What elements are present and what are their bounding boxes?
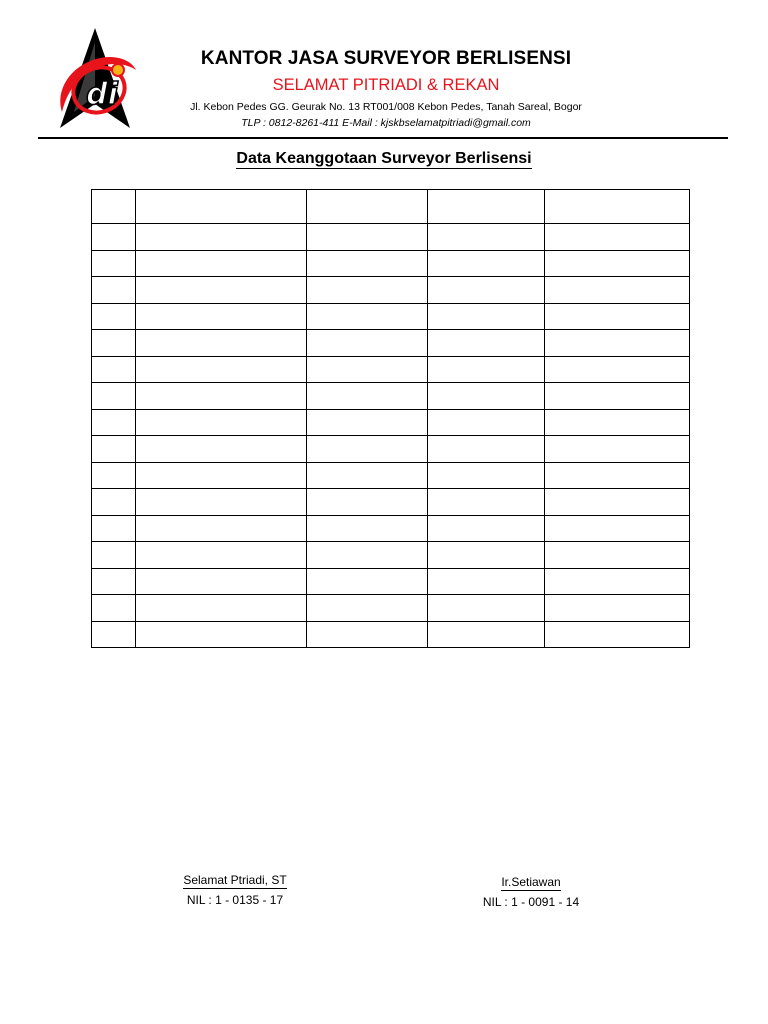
table-cell bbox=[545, 568, 690, 595]
table-cell bbox=[307, 515, 428, 542]
company-logo bbox=[52, 24, 138, 134]
table-cell bbox=[92, 515, 136, 542]
table-cell bbox=[92, 568, 136, 595]
table-cell bbox=[307, 277, 428, 304]
table-cell bbox=[92, 621, 136, 648]
table-cell bbox=[92, 277, 136, 304]
table-cell bbox=[307, 595, 428, 622]
table-cell bbox=[545, 595, 690, 622]
table-cell bbox=[136, 595, 307, 622]
table-cell bbox=[428, 250, 545, 277]
table-cell bbox=[545, 542, 690, 569]
table-cell bbox=[307, 250, 428, 277]
table-cell bbox=[545, 224, 690, 251]
table-cell bbox=[92, 542, 136, 569]
table-cell bbox=[545, 250, 690, 277]
table-cell bbox=[92, 436, 136, 463]
table-cell bbox=[428, 190, 545, 224]
table-cell bbox=[545, 409, 690, 436]
table-cell bbox=[136, 489, 307, 516]
table-cell bbox=[92, 330, 136, 357]
table-row bbox=[92, 542, 690, 569]
header-divider bbox=[38, 137, 728, 139]
table-cell bbox=[545, 277, 690, 304]
table-cell bbox=[545, 303, 690, 330]
table-row bbox=[92, 190, 690, 224]
signatory-nil: NIL : 1 - 0135 - 17 bbox=[186, 893, 284, 907]
table-row bbox=[92, 330, 690, 357]
table-cell bbox=[428, 621, 545, 648]
table-cell bbox=[136, 462, 307, 489]
signatory-name: Ir.Setiawan bbox=[501, 875, 561, 889]
table-cell bbox=[92, 250, 136, 277]
table-row bbox=[92, 595, 690, 622]
table-row bbox=[92, 621, 690, 648]
signature-block-left bbox=[150, 873, 320, 907]
table-cell bbox=[136, 190, 307, 224]
membership-table-body bbox=[92, 190, 690, 648]
company-name: KANTOR JASA SURVEYOR BERLISENSI bbox=[200, 48, 572, 69]
table-cell bbox=[92, 383, 136, 410]
table-cell bbox=[307, 436, 428, 463]
table-cell bbox=[92, 595, 136, 622]
signatory-nil: NIL : 1 - 0091 - 14 bbox=[482, 895, 580, 909]
company-address: Jl. Kebon Pedes GG. Geurak No. 13 RT001/008 Kebon Pedes, Tanah Sareal, Bogor bbox=[190, 101, 582, 113]
table-cell bbox=[92, 409, 136, 436]
table-cell bbox=[428, 277, 545, 304]
table-cell bbox=[545, 356, 690, 383]
table-cell bbox=[136, 409, 307, 436]
table-row bbox=[92, 277, 690, 304]
table-cell bbox=[136, 277, 307, 304]
table-cell bbox=[545, 462, 690, 489]
table-cell bbox=[428, 462, 545, 489]
table-row bbox=[92, 250, 690, 277]
logo-letters: di bbox=[86, 77, 118, 112]
table-cell bbox=[545, 190, 690, 224]
signature-block-right bbox=[446, 875, 616, 909]
table-cell bbox=[307, 489, 428, 516]
table-cell bbox=[428, 409, 545, 436]
company-partners: SELAMAT PITRIADI & REKAN bbox=[272, 76, 500, 94]
table-cell bbox=[92, 303, 136, 330]
table-cell bbox=[307, 542, 428, 569]
table-cell bbox=[428, 436, 545, 463]
table-cell bbox=[92, 356, 136, 383]
table-cell bbox=[136, 515, 307, 542]
table-cell bbox=[307, 409, 428, 436]
table-cell bbox=[545, 489, 690, 516]
table-cell bbox=[307, 568, 428, 595]
table-cell bbox=[428, 595, 545, 622]
table-row bbox=[92, 515, 690, 542]
table-cell bbox=[92, 489, 136, 516]
table-cell bbox=[136, 224, 307, 251]
table-row bbox=[92, 383, 690, 410]
table-cell bbox=[136, 303, 307, 330]
table-cell bbox=[307, 190, 428, 224]
table-cell bbox=[136, 330, 307, 357]
table-cell bbox=[307, 621, 428, 648]
table-cell bbox=[307, 330, 428, 357]
membership-table bbox=[91, 189, 690, 648]
table-cell bbox=[307, 356, 428, 383]
table-cell bbox=[92, 190, 136, 224]
signatory-name: Selamat Ptriadi, ST bbox=[183, 873, 287, 887]
table-cell bbox=[428, 303, 545, 330]
table-cell bbox=[428, 383, 545, 410]
table-cell bbox=[428, 542, 545, 569]
table-cell bbox=[136, 356, 307, 383]
table-cell bbox=[545, 621, 690, 648]
table-cell bbox=[136, 542, 307, 569]
table-cell bbox=[428, 356, 545, 383]
table-cell bbox=[428, 489, 545, 516]
table-row bbox=[92, 568, 690, 595]
logo-dot bbox=[112, 64, 124, 76]
table-cell bbox=[92, 462, 136, 489]
table-row bbox=[92, 489, 690, 516]
table-row bbox=[92, 356, 690, 383]
table-cell bbox=[545, 330, 690, 357]
table-cell bbox=[545, 515, 690, 542]
table-cell bbox=[136, 250, 307, 277]
table-row bbox=[92, 409, 690, 436]
table-row bbox=[92, 303, 690, 330]
table-cell bbox=[307, 383, 428, 410]
table-cell bbox=[136, 568, 307, 595]
table-cell bbox=[136, 436, 307, 463]
table-row bbox=[92, 436, 690, 463]
table-cell bbox=[545, 436, 690, 463]
document-title-text: Data Keanggotaan Surveyor Berlisensi bbox=[236, 150, 532, 167]
table-cell bbox=[428, 224, 545, 251]
table-row bbox=[92, 462, 690, 489]
table-cell bbox=[92, 224, 136, 251]
company-contact: TLP : 0812-8261-411 E-Mail : kjskbselamatpitriadi@gmail.com bbox=[241, 117, 531, 129]
table-cell bbox=[136, 383, 307, 410]
table-row bbox=[92, 224, 690, 251]
table-cell bbox=[307, 224, 428, 251]
table-cell bbox=[136, 621, 307, 648]
table-cell bbox=[307, 462, 428, 489]
table-cell bbox=[428, 330, 545, 357]
table-cell bbox=[545, 383, 690, 410]
table-cell bbox=[307, 303, 428, 330]
table-cell bbox=[428, 568, 545, 595]
document-title bbox=[150, 150, 618, 168]
table-cell bbox=[428, 515, 545, 542]
